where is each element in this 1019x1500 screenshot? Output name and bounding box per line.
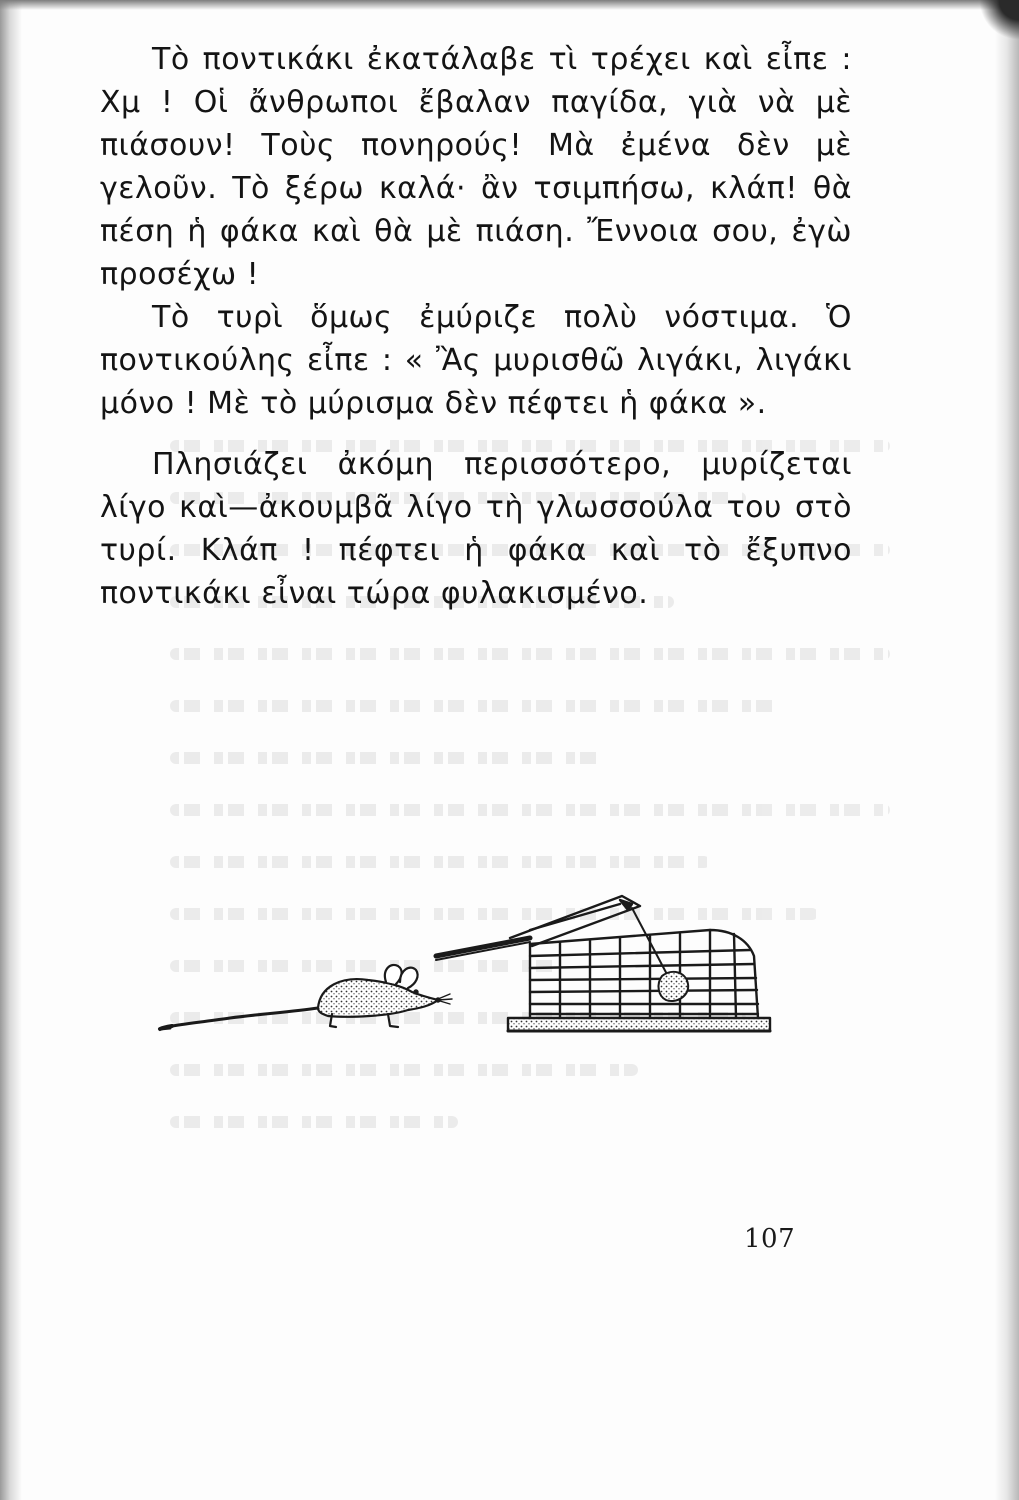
paragraph-1: Τὸ ποντικάκι ἐκατάλαβε τὶ τρέχει καὶ εἶπε : Χμ ! Οἱ ἄνθρωποι ἔβαλαν παγίδα, γιὰ νὰ μὲ πιάσουν! Τοὺς πονηρούς! Μὰ ἐμένα δὲν μὲ γελοῦν. Τὸ ξέρω καλά· ἂν τσιμπήσω, κλάπ! θὰ πέση ἡ φάκα καὶ θὰ μὲ πιάση. Ἔννοια σου, ἐγὼ προσέχω ! (100, 42, 852, 292)
story-text (100, 38, 852, 615)
mousetrap-icon (436, 896, 770, 1031)
page-corner-shadow (979, 0, 1019, 40)
page-shadow-top (0, 0, 1019, 10)
paragraph-3: Πλησιάζει ἀκόμη περισσότερο, μυρίζεται λίγο καὶ—ἀκουμβᾶ λίγο τὴ γλωσσούλα του στὸ τυρί. Κλάπ ! πέφτει ἡ φάκα καὶ τὸ ἔξυπνο ποντικάκι εἶναι τώρα φυλακισμένο. (100, 447, 852, 611)
mouse-and-trap-illustration (150, 880, 790, 1050)
paragraph-2: Τὸ τυρὶ ὅμως ἐμύριζε πολὺ νόστιμα. Ὁ ποντικούλης εἶπε : « Ἂς μυρισθῶ λιγάκι, λιγάκι μόνο ! Μὲ τὸ μύρισμα δὲν πέφτει ἡ φάκα ». (100, 300, 852, 421)
cheese-icon (659, 972, 689, 1001)
page-shadow-right (995, 0, 1019, 1500)
page-shadow-left (0, 0, 22, 1500)
page-number: 107 (744, 1224, 796, 1254)
mouse-icon (160, 965, 452, 1029)
